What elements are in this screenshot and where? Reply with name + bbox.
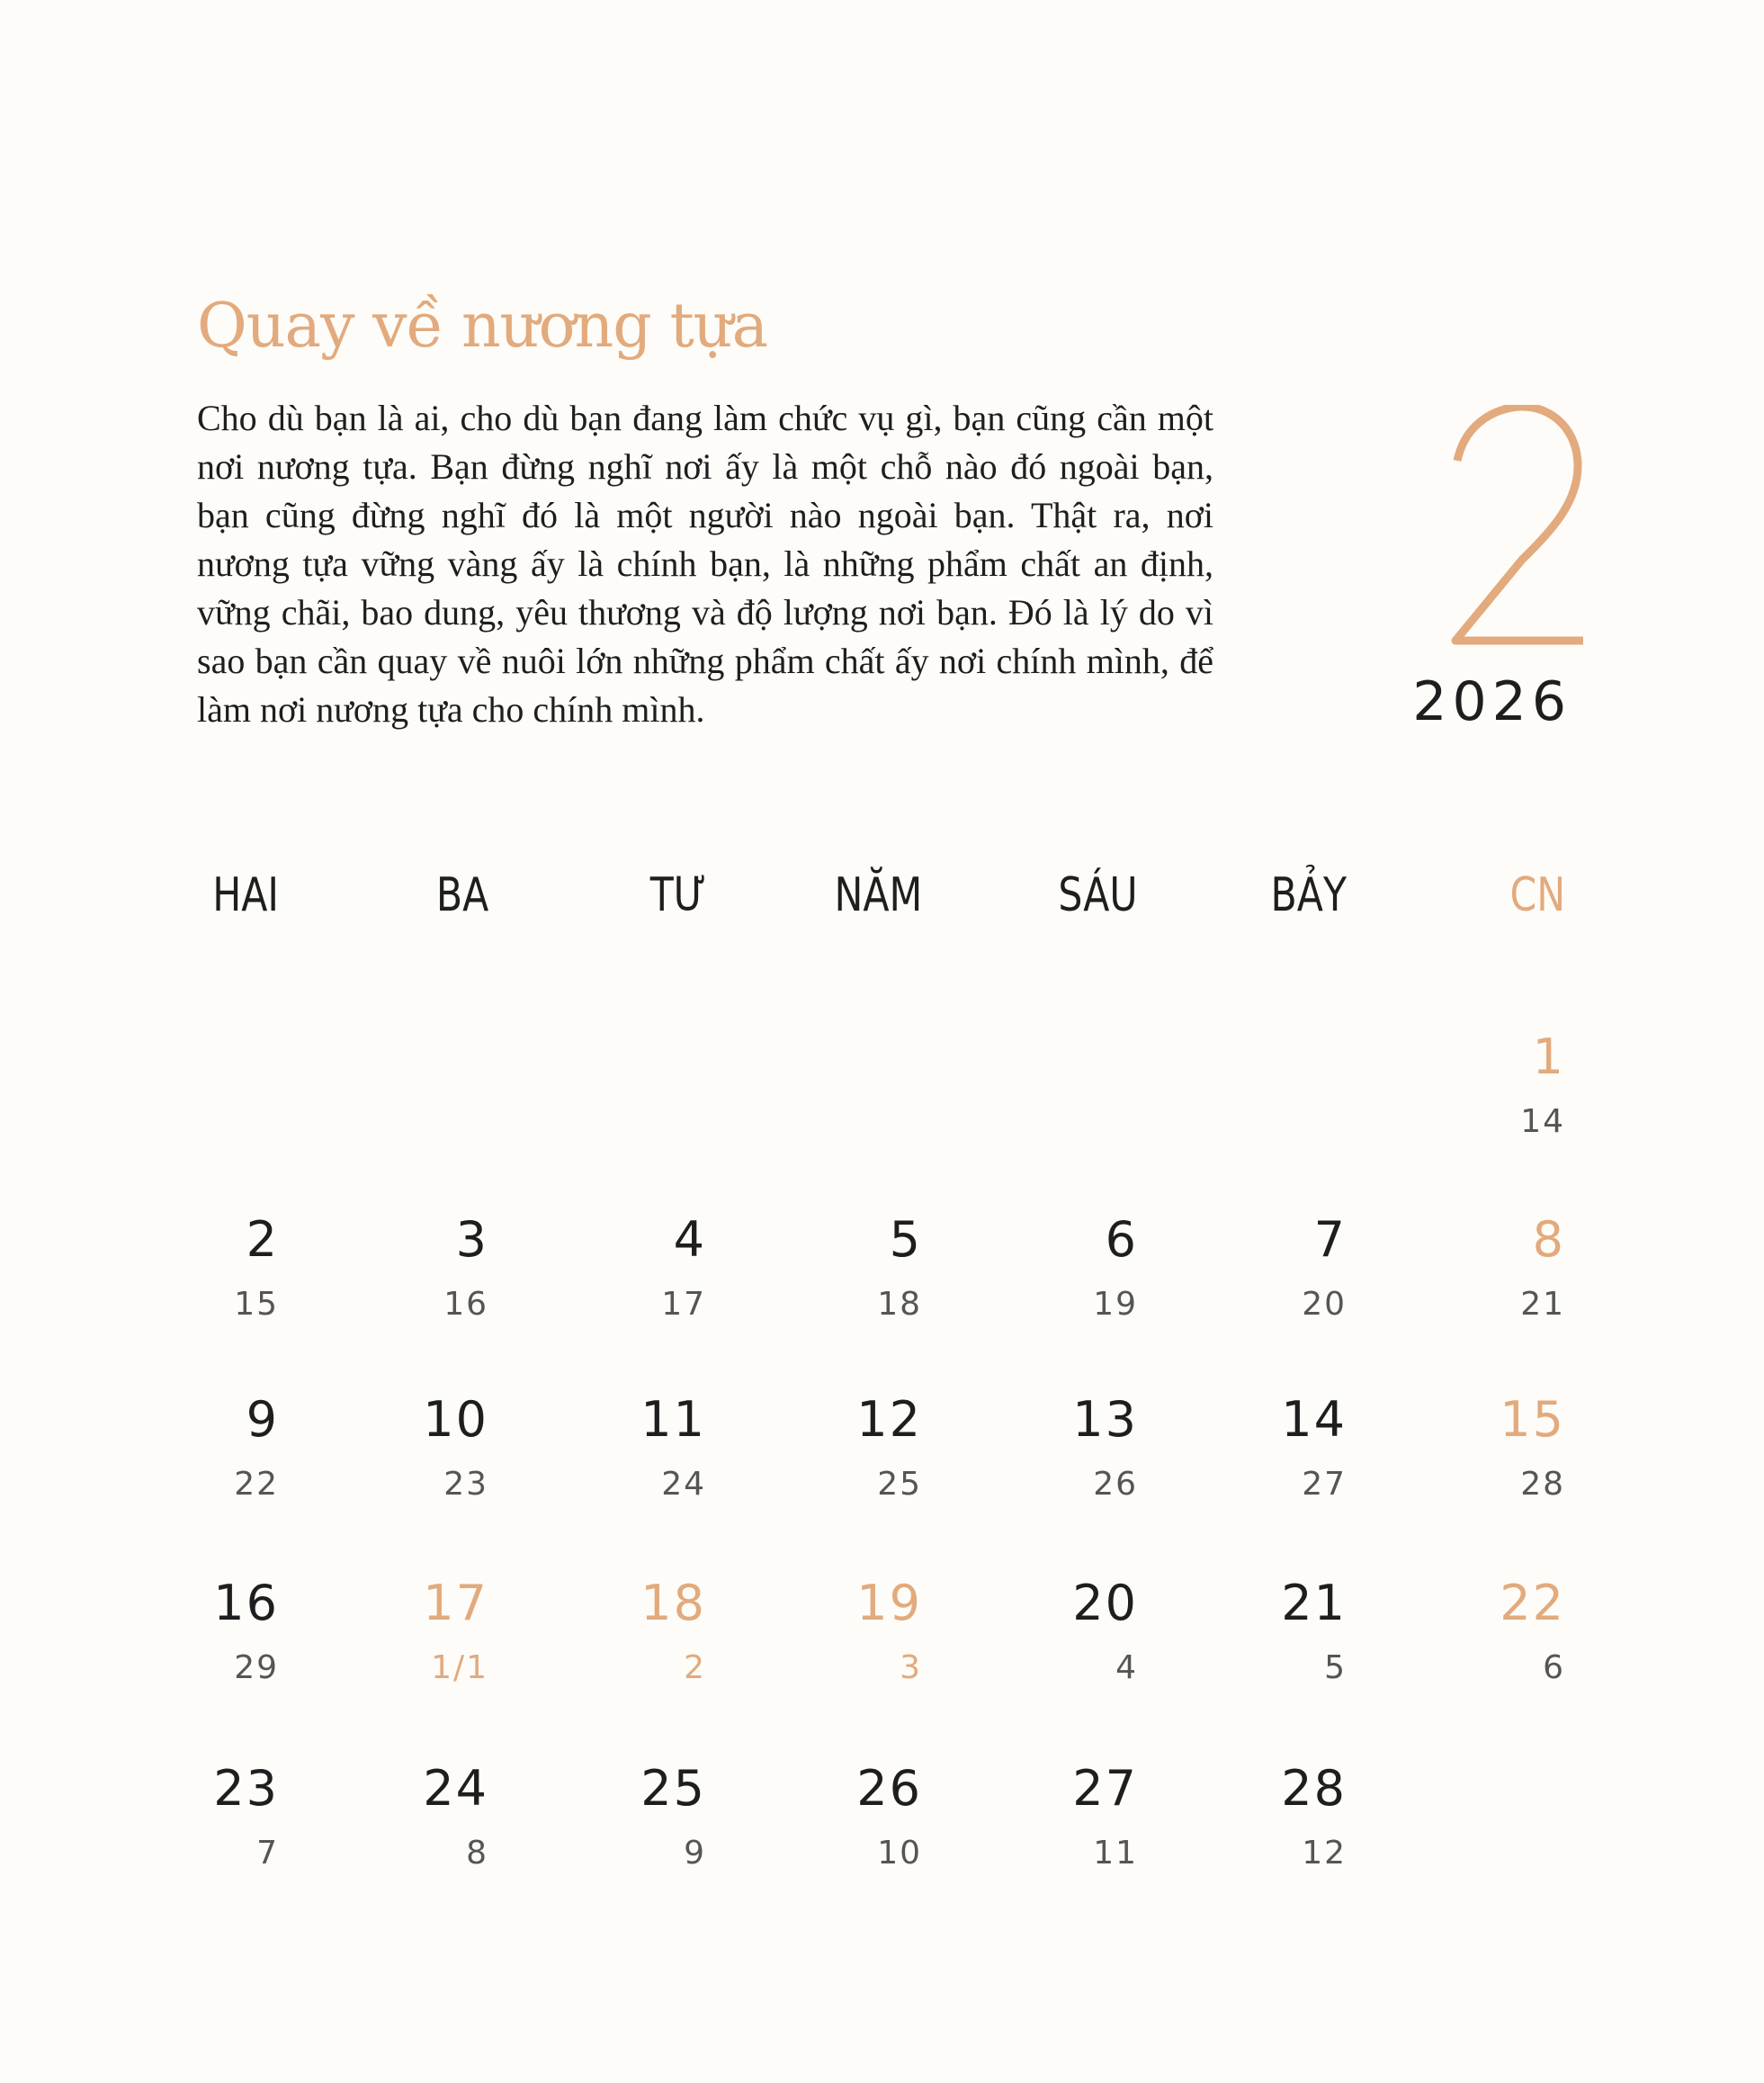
- lunar-day-number: 28: [1520, 1466, 1565, 1503]
- calendar-day-cell: [1385, 1026, 1565, 1161]
- day-number: 11: [640, 1391, 706, 1448]
- calendar-day-cell: [309, 1572, 488, 1707]
- lunar-day-number: 3: [900, 1649, 922, 1686]
- day-number: 16: [213, 1575, 279, 1631]
- calendar-day-cell: [1167, 1572, 1347, 1707]
- weekday-6: BẢY: [1270, 868, 1347, 922]
- weekday-5: SÁU: [1058, 868, 1138, 922]
- lunar-day-number: 14: [1520, 1103, 1565, 1140]
- calendar-day-cell: [1385, 1572, 1565, 1707]
- day-number: 10: [423, 1391, 488, 1448]
- calendar-day-cell: [526, 1208, 706, 1343]
- lunar-day-number: 22: [234, 1466, 279, 1503]
- lunar-day-number: 23: [443, 1466, 488, 1503]
- day-number: 25: [640, 1760, 706, 1817]
- lunar-day-number: 16: [443, 1286, 488, 1323]
- lunar-day-number: 17: [661, 1286, 706, 1323]
- day-number: 23: [213, 1760, 279, 1817]
- day-number: 7: [1313, 1211, 1347, 1268]
- calendar-day-cell: [1167, 1757, 1347, 1892]
- day-number: 5: [889, 1211, 922, 1268]
- calendar-day-cell: [958, 1208, 1138, 1343]
- calendar-day-cell: [309, 1208, 488, 1343]
- lunar-day-number: 21: [1520, 1286, 1565, 1323]
- lunar-day-number: 12: [1302, 1835, 1347, 1872]
- calendar-day-cell: [99, 1757, 279, 1892]
- day-number: 8: [1532, 1211, 1565, 1268]
- year-label: 2026: [1412, 670, 1571, 733]
- page-title: Quay về nương tựa: [197, 291, 768, 362]
- day-number: 4: [673, 1211, 706, 1268]
- calendar-day-cell: [526, 1572, 706, 1707]
- lunar-day-number: 19: [1093, 1286, 1138, 1323]
- lunar-day-number: 1/1: [431, 1649, 488, 1686]
- calendar-day-cell: [309, 1757, 488, 1892]
- calendar-day-cell: [1167, 1208, 1347, 1343]
- day-number: 12: [856, 1391, 922, 1448]
- lunar-day-number: 9: [684, 1835, 706, 1872]
- lunar-day-number: 5: [1324, 1649, 1347, 1686]
- calendar-day-cell: [958, 1388, 1138, 1523]
- day-number: 27: [1072, 1760, 1138, 1817]
- calendar-day-cell: [742, 1757, 922, 1892]
- calendar-day-cell: [99, 1388, 279, 1523]
- lunar-day-number: 7: [256, 1835, 279, 1872]
- calendar-day-cell: [1167, 1388, 1347, 1523]
- lunar-day-number: 24: [661, 1466, 706, 1503]
- day-number: 24: [423, 1760, 488, 1817]
- day-number: 17: [423, 1575, 488, 1631]
- day-number: 19: [856, 1575, 922, 1631]
- calendar-day-cell: [958, 1757, 1138, 1892]
- lunar-day-number: 25: [877, 1466, 922, 1503]
- weekday-2: BA: [435, 868, 488, 922]
- day-number: 13: [1072, 1391, 1138, 1448]
- day-number: 6: [1105, 1211, 1138, 1268]
- lunar-day-number: 15: [234, 1286, 279, 1323]
- weekday-4: NĂM: [834, 868, 922, 922]
- lunar-day-number: 4: [1115, 1649, 1138, 1686]
- weekday-1: HAI: [212, 868, 279, 922]
- lunar-day-number: 10: [877, 1835, 922, 1872]
- calendar-day-cell: [1385, 1388, 1565, 1523]
- calendar-day-cell: [742, 1388, 922, 1523]
- day-number: 14: [1281, 1391, 1347, 1448]
- day-number: 20: [1072, 1575, 1138, 1631]
- calendar-day-cell: [309, 1388, 488, 1523]
- lunar-day-number: 29: [234, 1649, 279, 1686]
- calendar-day-cell: [742, 1572, 922, 1707]
- calendar-day-cell: [99, 1572, 279, 1707]
- day-number: 9: [246, 1391, 279, 1448]
- lunar-day-number: 26: [1093, 1466, 1138, 1503]
- weekday-7: CN: [1509, 868, 1565, 922]
- lunar-day-number: 11: [1093, 1835, 1138, 1872]
- day-number: 15: [1500, 1391, 1565, 1448]
- day-number: 18: [640, 1575, 706, 1631]
- calendar-day-cell: [742, 1208, 922, 1343]
- weekday-3: TƯ: [649, 868, 706, 922]
- day-number: 26: [856, 1760, 922, 1817]
- lunar-day-number: 27: [1302, 1466, 1347, 1503]
- day-number: 1: [1532, 1028, 1565, 1085]
- lunar-day-number: 2: [684, 1649, 706, 1686]
- calendar-day-cell: [99, 1208, 279, 1343]
- day-number: 2: [246, 1211, 279, 1268]
- calendar-day-cell: [1385, 1208, 1565, 1343]
- day-number: 22: [1500, 1575, 1565, 1631]
- lunar-day-number: 6: [1543, 1649, 1565, 1686]
- lunar-day-number: 20: [1302, 1286, 1347, 1323]
- calendar-day-cell: [526, 1757, 706, 1892]
- lunar-day-number: 8: [466, 1835, 488, 1872]
- day-number: 21: [1281, 1575, 1347, 1631]
- lunar-day-number: 18: [877, 1286, 922, 1323]
- calendar-day-cell: [958, 1572, 1138, 1707]
- day-number: 28: [1281, 1760, 1347, 1817]
- quote-paragraph: Cho dù bạn là ai, cho dù bạn đang làm chức vụ gì, bạn cũng cần một nơi nương tựa. Bạn đừng nghĩ nơi ấy là một chỗ nào đó ngoài bạn, bạn cũng đừng nghĩ đó là một người nào ngoài bạn. Thật ra, nơi nương tựa vững vàng ấy là chính bạn, là những phẩm chất an định, vững chãi, bao dung, yêu thương và độ lượng nơi bạn. Đó là lý do vì sao bạn cần quay về nuôi lớn những phẩm chất ấy nơi chính mình, để làm nơi nương tựa cho chính mình.: [197, 398, 1213, 730]
- day-number: 3: [455, 1211, 488, 1268]
- calendar-day-cell: [526, 1388, 706, 1523]
